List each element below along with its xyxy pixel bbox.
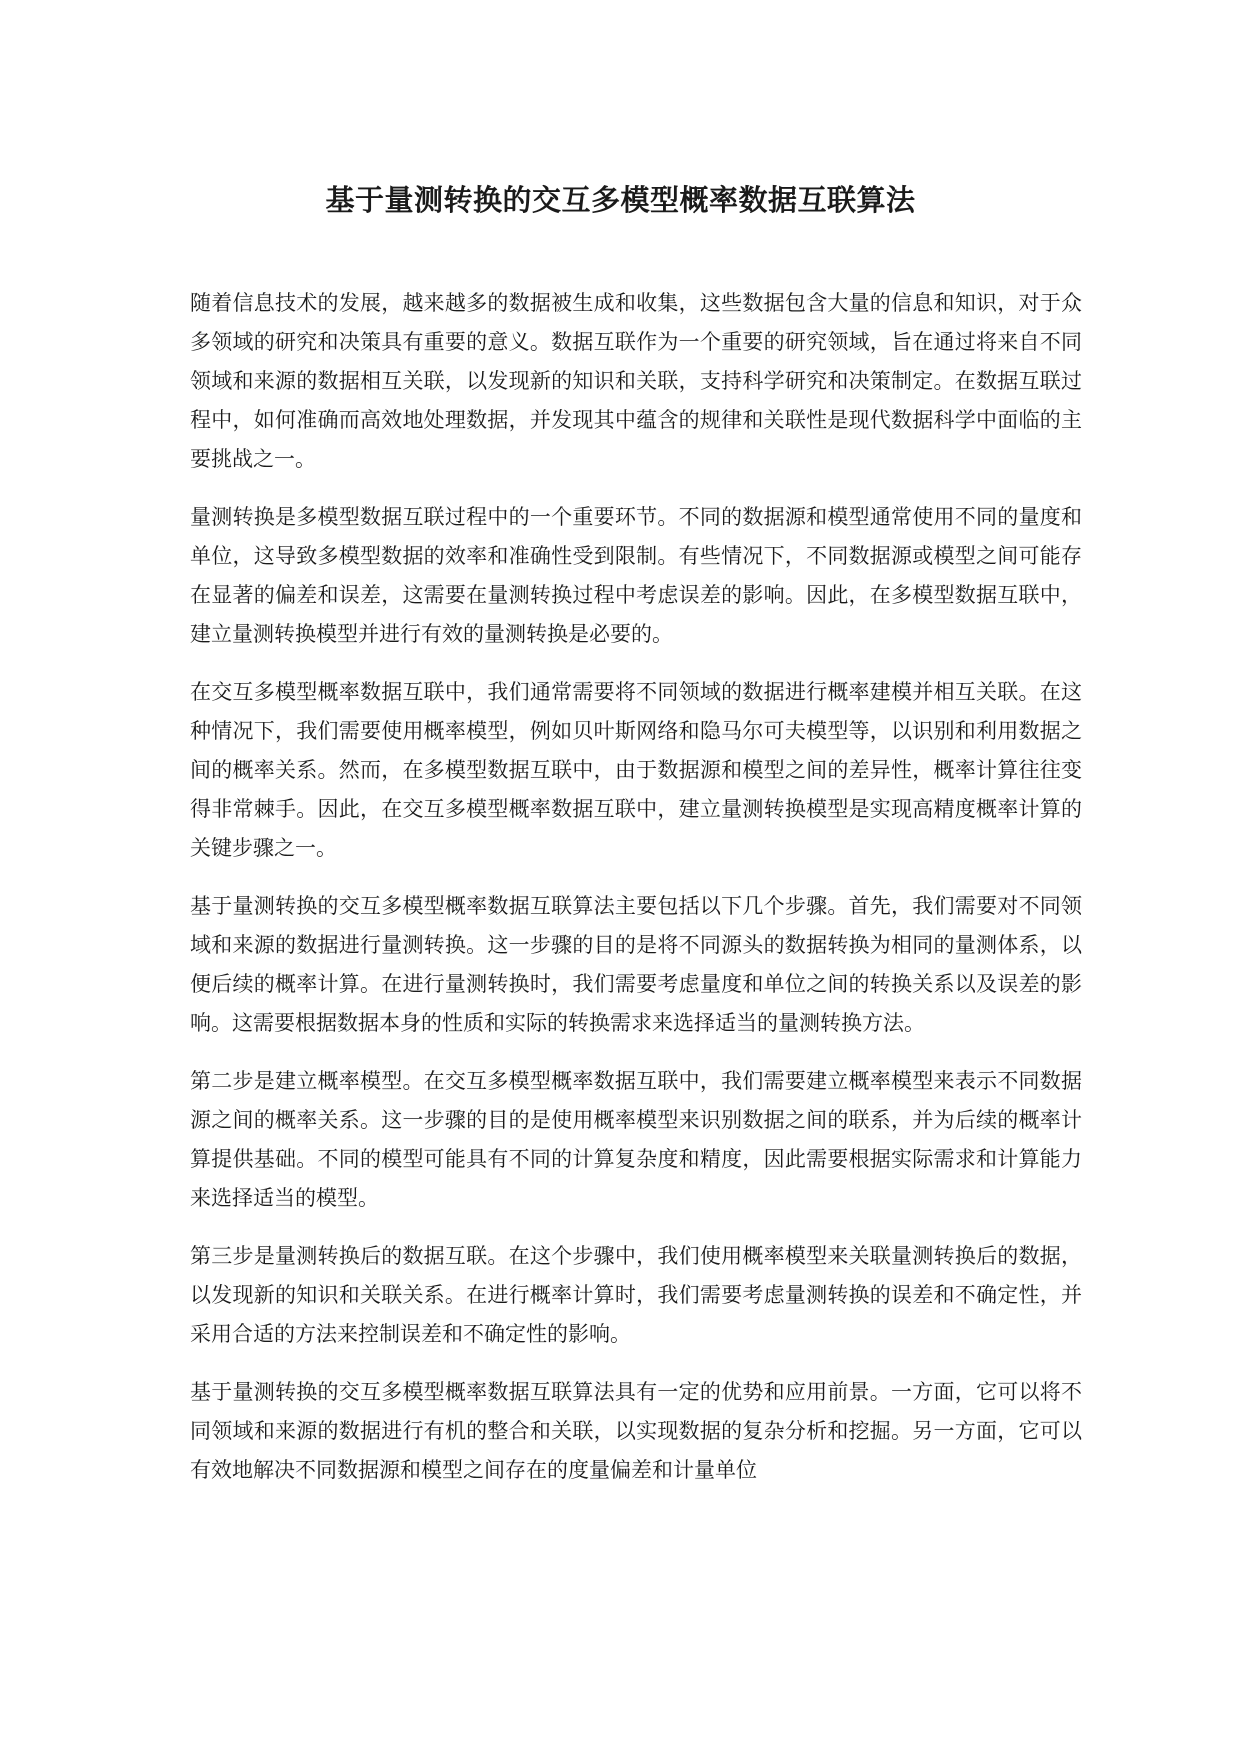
paragraph-7: 基于量测转换的交互多模型概率数据互联算法具有一定的优势和应用前景。一方面，它可以将不同领域和来源的数据进行有机的整合和关联，以实现数据的复杂分析和挖掘。另一方面，它可以有效地解决不同数据源和模型之间存在的度量偏差和计量单位 [190, 1380, 1082, 1482]
document-body [190, 284, 1082, 1509]
paragraph-5: 第二步是建立概率模型。在交互多模型概率数据互联中，我们需要建立概率模型来表示不同数据源之间的概率关系。这一步骤的目的是使用概率模型来识别数据之间的联系，并为后续的概率计算提供基础。不同的模型可能具有不同的计算复杂度和精度，因此需要根据实际需求和计算能力来选择适当的模型。 [190, 1069, 1082, 1210]
paragraph-1: 随着信息技术的发展，越来越多的数据被生成和收集，这些数据包含大量的信息和知识，对于众多领域的研究和决策具有重要的意义。数据互联作为一个重要的研究领域，旨在通过将来自不同领域和来源的数据相互关联，以发现新的知识和关联，支持科学研究和决策制定。在数据互联过程中，如何准确而高效地处理数据，并发现其中蕴含的规律和关联性是现代数据科学中面临的主要挑战之一。 [190, 291, 1082, 471]
paragraph-2: 量测转换是多模型数据互联过程中的一个重要环节。不同的数据源和模型通常使用不同的量度和单位，这导致多模型数据的效率和准确性受到限制。有些情况下，不同数据源或模型之间可能存在显著的偏差和误差，这需要在量测转换过程中考虑误差的影响。因此，在多模型数据互联中，建立量测转换模型并进行有效的量测转换是必要的。 [190, 505, 1082, 646]
paragraph-4: 基于量测转换的交互多模型概率数据互联算法主要包括以下几个步骤。首先，我们需要对不同领域和来源的数据进行量测转换。这一步骤的目的是将不同源头的数据转换为相同的量测体系，以便后续的概率计算。在进行量测转换时，我们需要考虑量度和单位之间的转换关系以及误差的影响。这需要根据数据本身的性质和实际的转换需求来选择适当的量测转换方法。 [190, 894, 1082, 1035]
document-title: 基于量测转换的交互多模型概率数据互联算法 [325, 183, 916, 217]
paragraph-6: 第三步是量测转换后的数据互联。在这个步骤中，我们使用概率模型来关联量测转换后的数据，以发现新的知识和关联关系。在进行概率计算时，我们需要考虑量测转换的误差和不确定性，并采用合适的方法来控制误差和不确定性的影响。 [190, 1244, 1082, 1346]
paragraph-3: 在交互多模型概率数据互联中，我们通常需要将不同领域的数据进行概率建模并相互关联。在这种情况下，我们需要使用概率模型，例如贝叶斯网络和隐马尔可夫模型等，以识别和利用数据之间的概率关系。然而，在多模型数据互联中，由于数据源和模型之间的差异性，概率计算往往变得非常棘手。因此，在交互多模型概率数据互联中，建立量测转换模型是实现高精度概率计算的关键步骤之一。 [190, 680, 1082, 860]
